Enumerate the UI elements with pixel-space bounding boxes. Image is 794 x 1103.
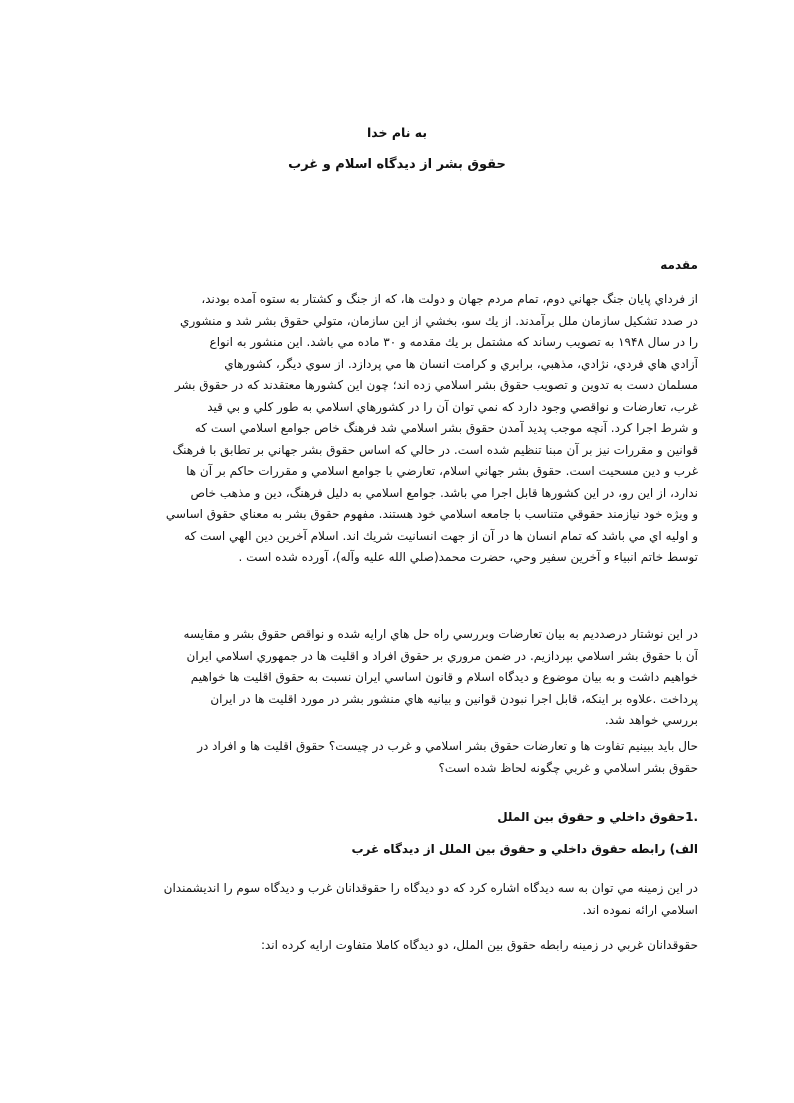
text-line: اسلامي ارائه نموده اند. [582, 902, 698, 917]
text-line: خواهيم داشت و به بيان موضوع و ديدگاه اسلام و قانون اساسي ايران نسبت به حقوق اقليت ها خواهيم [190, 670, 698, 684]
text-line: قوانين و مقررات نيز بر آن مبنا تنظيم شده است. در حالي كه اساس حقوق بشر جهاني بر تطابق با فرهنگ [172, 442, 698, 457]
document-title: حقوق بشر از ديدگاه اسلام و غرب [288, 157, 506, 172]
text-line: آزادي هاي فردي، نژادي، مذهبي، برابري و كرامت انسان ها مي پردازد. از سوي ديگر، كشورهاي [224, 356, 698, 371]
text-line: توسط خاتم انبياء و آخرين سفير وحي، حضرت محمد(صلي الله عليه وآله)، آورده شده است . [238, 550, 698, 564]
text-line: غرب، تعارضات و نواقصي وجود دارد كه نمي توان آن را در كشورهاي اسلامي به طور كلي و بي قيد [207, 399, 698, 414]
intro-paragraph-1 [94, 289, 698, 569]
text-line: و اوليه اي مي باشد كه تمام انسان ها در آن از جهت انسانيت شريك اند. اسلام آخرين دين الهي است كه [184, 528, 698, 543]
text-line: و شرط اجرا كرد. آنچه موجب پديد آمدن حقوق بشر اسلامي شد فرهنگ خاص جوامع اسلامي است كه [194, 421, 698, 435]
text-line: از فرداي پايان جنگ جهاني دوم، تمام مردم جهان و دولت ها، كه از جنگ و كشتار به ستوه آمده بودند، [201, 292, 698, 306]
text-line: را در سال ۱۹۴۸ به تصويب رساند كه مشتمل بر يك مقدمه و ۳۰ ماده مي باشد. اين منشور به انواع [209, 335, 698, 349]
text-line: مسلمان دست به تدوين و تصويب حقوق بشر اسلامي زده اند؛ چون اين كشورها معتقدند كه در حقوق بشر [174, 378, 698, 392]
intro-paragraph-3 [94, 736, 698, 779]
text-line: در اين نوشتار درصدديم به بيان تعارضات وبررسي راه حل هاي ارايه شده و نواقص حقوق بشر و مقايسه [183, 627, 698, 641]
text-line: غرب و دين مسحيت است. حقوق بشر جهاني اسلام، تعارضي با جوامع اسلامي و مقررات حاكم بر آن ها [186, 464, 698, 478]
intro-heading: مقدمه [660, 258, 698, 272]
text-line: حال بايد ببينيم تفاوت ها و تعارضات حقوق بشر اسلامي و غرب در چيست؟ حقوق اقليت ها و افراد در [197, 739, 698, 753]
text-line: بررسي خواهد شد. [604, 713, 698, 727]
text-line: پرداخت .علاوه بر اينكه، قابل اجرا نبودن قوانين و بيانيه هاي منشور بشر در مورد اقليت ها در ايران [210, 691, 698, 706]
intro-paragraph-2 [94, 624, 698, 732]
text-line: حقوقدانان غربي در زمينه رابطه حقوق بين الملل، دو ديدگاه كاملا متفاوت ارايه كرده اند: [260, 938, 698, 952]
section-1-paragraph-1 [94, 878, 698, 921]
section-1-paragraph-2 [94, 935, 698, 957]
section-1a-subheading: الف) رابطه حقوق داخلي و حقوق بين الملل از ديدگاه غرب [351, 842, 698, 856]
text-line: ندارد، از اين رو، در اين كشورها قابل اجرا مي باشد. جوامع اسلامي به دليل فرهنگ، دين و مذهب خاص [190, 485, 698, 500]
text-line: حقوق بشر اسلامي و غربي چگونه لحاظ شده است؟ [438, 760, 698, 775]
text-line: در صدد تشكيل سازمان ملل برآمدند. از يك سو، بخشي از اين سازمان، متولي حقوق بشر شد و منشوري [180, 313, 698, 328]
text-line: و ويژه خود نيازمند حقوقي متناسب با جامعه اسلامي خود هستند. مفهوم حقوق بشر به معناي حقوق اساسي [165, 507, 698, 521]
section-1-heading: .1حقوق داخلي و حقوق بين الملل [497, 810, 698, 824]
text-line: آن با حقوق بشر اسلامي بپردازيم. در ضمن مروري بر حقوق افراد و اقليت ها در جمهوري اسلامي ايران [186, 648, 698, 663]
bismillah-line: به نام خدا [366, 125, 428, 140]
text-line: در اين زمينه مي توان به سه ديدگاه اشاره كرد كه دو ديدگاه را حقوقدانان غرب و ديدگاه سوم را انديشمندان [163, 881, 698, 895]
